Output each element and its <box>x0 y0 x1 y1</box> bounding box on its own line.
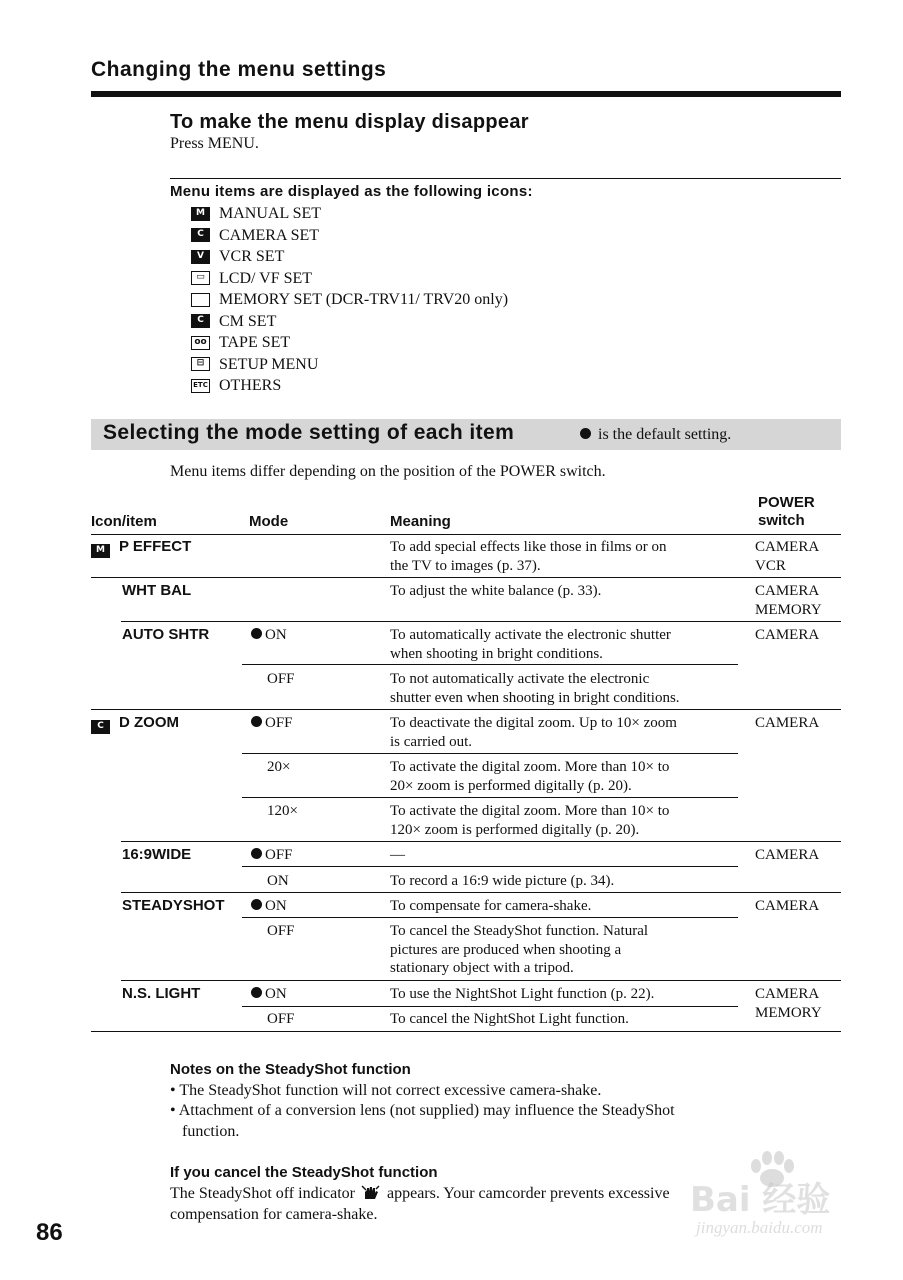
section-title: Selecting the mode setting of each item <box>103 421 515 444</box>
header-meaning: Meaning <box>390 513 451 530</box>
table-row-steadyshot-item: STEADYSHOT <box>122 897 225 914</box>
icon-label: OTHERS <box>219 377 282 394</box>
table-row-ns-light-mode1: ON <box>251 985 287 1004</box>
table-row-d-zoom-mode3: 120× <box>267 803 298 819</box>
table-rule-bottom <box>91 1031 841 1032</box>
default-dot-icon <box>580 428 591 439</box>
table-rule-header <box>91 534 841 535</box>
table-row-auto-shtr-mode2: OFF <box>267 671 295 687</box>
table-rule <box>242 866 738 867</box>
table-rule <box>121 621 841 622</box>
header-power-line2: switch <box>758 512 805 529</box>
icon-list <box>191 203 508 397</box>
table-row-wht-bal-meaning: To adjust the white balance (p. 33). <box>390 583 602 599</box>
setup-menu-icon: ⊟ <box>191 357 210 371</box>
page-title: Changing the menu settings <box>91 58 387 81</box>
icons-rule <box>170 178 841 179</box>
vcr-set-icon: V <box>191 250 210 264</box>
table-row-d-zoom-mode2: 20× <box>267 759 291 775</box>
icon-label: SETUP MENU <box>219 355 319 373</box>
icon-label: MEMORY SET (DCR-TRV11/ TRV20 only) <box>219 291 509 308</box>
table-row-p-effect-power: CAMERA VCR <box>755 539 820 574</box>
list-item <box>191 289 508 311</box>
list-item <box>191 268 508 290</box>
manual-set-icon: M <box>91 544 110 558</box>
icon-label: CM SET <box>219 312 277 330</box>
icon-label: VCR SET <box>219 248 285 265</box>
baidu-watermark <box>690 1150 850 1245</box>
table-row-p-effect-item: M P EFFECT <box>91 538 191 558</box>
table-row-wide-mode1: OFF <box>251 846 293 865</box>
default-note-text: is the default setting. <box>598 426 732 443</box>
intro-text: Menu items differ depending on the position of the POWER switch. <box>170 463 606 480</box>
icon-label: TAPE SET <box>219 334 291 351</box>
lcd-vf-set-icon: ▭ <box>191 271 210 285</box>
note-bullet-2: • Attachment of a conversion lens (not supplied) may influence the SteadyShot <box>170 1102 675 1119</box>
list-item <box>191 354 508 376</box>
page-number: 86 <box>36 1219 63 1246</box>
table-row-p-effect-meaning: To add special effects like those in films or on the TV to images (p. 37). <box>390 539 667 574</box>
cancel-heading: If you cancel the SteadyShot function <box>170 1164 438 1181</box>
icon-label: CAMERA SET <box>219 226 320 244</box>
table-row-wht-bal-power: CAMERA MEMORY <box>755 583 822 618</box>
watermark-url: jingyan.baidu.com <box>696 1218 823 1237</box>
default-dot-icon <box>251 628 262 639</box>
cm-set-icon: C <box>191 314 210 328</box>
table-row-wht-bal-item: WHT BAL <box>122 582 192 599</box>
table-row-wide-power: CAMERA <box>755 847 820 863</box>
table-row-wide-meaning2: To record a 16:9 wide picture (p. 34). <box>390 873 615 889</box>
disappear-text: Press MENU. <box>170 135 259 152</box>
table-rule <box>91 709 841 710</box>
table-row-ns-light-meaning1: To use the NightShot Light function (p. 22). <box>390 986 655 1002</box>
list-item <box>191 375 508 397</box>
list-item <box>191 311 508 333</box>
manual-set-icon: M <box>191 207 210 221</box>
table-row-wide-item: 16:9WIDE <box>122 846 192 863</box>
default-dot-icon <box>251 848 262 859</box>
table-row-ns-light-power: CAMERA MEMORY <box>755 986 822 1021</box>
table-row-auto-shtr-mode1: ON <box>251 626 287 645</box>
table-row-steadyshot-mode1: ON <box>251 897 287 916</box>
table-row-steadyshot-meaning1: To compensate for camera-shake. <box>390 898 592 914</box>
table-row-auto-shtr-item: AUTO SHTR <box>122 626 210 643</box>
others-icon: ETC <box>191 379 210 393</box>
camera-set-icon: C <box>91 720 110 734</box>
camera-set-icon: C <box>191 228 210 242</box>
table-rule <box>121 892 841 893</box>
note-bullet-1: • The SteadyShot function will not correct excessive camera-shake. <box>170 1082 602 1099</box>
default-dot-icon <box>251 716 262 727</box>
table-row-d-zoom-mode1: OFF <box>251 714 293 733</box>
list-item <box>191 246 508 268</box>
table-row-auto-shtr-meaning1: To automatically activate the electronic shutter when shooting in bright conditions. <box>390 627 671 662</box>
table-rule <box>242 664 738 665</box>
table-rule <box>242 1006 738 1007</box>
icons-heading: Menu items are displayed as the following icons: <box>170 183 533 200</box>
memory-set-icon <box>191 293 210 307</box>
table-row-d-zoom-meaning3: To activate the digital zoom. More than 10× to 120× zoom is performed digitally (p. 20). <box>390 803 670 838</box>
disappear-heading: To make the menu display disappear <box>170 111 529 133</box>
header-power-line1: POWER <box>758 494 815 511</box>
table-rule <box>121 841 841 842</box>
list-item <box>191 203 508 225</box>
title-rule <box>91 91 841 97</box>
table-rule <box>91 577 841 578</box>
table-rule <box>242 797 738 798</box>
table-row-ns-light-item: N.S. LIGHT <box>122 985 201 1002</box>
icon-label: MANUAL SET <box>219 205 322 222</box>
cancel-text-line2: compensation for camera-shake. <box>170 1206 378 1223</box>
cancel-text-line1: The SteadyShot off indicator appears. Your camcorder prevents excessive <box>170 1185 670 1202</box>
notes-heading: Notes on the SteadyShot function <box>170 1061 411 1078</box>
table-row-steadyshot-meaning2: To cancel the SteadyShot function. Natural pictures are produced when shooting a stationary object with a tripod. <box>390 923 649 976</box>
table-row-ns-light-mode2: OFF <box>267 1011 295 1027</box>
default-dot-icon <box>251 899 262 910</box>
default-dot-icon <box>251 987 262 998</box>
list-item <box>191 332 508 354</box>
table-rule <box>242 917 738 918</box>
table-row-steadyshot-mode2: OFF <box>267 923 295 939</box>
table-row-auto-shtr-meaning2: To not automatically activate the electronic shutter even when shooting in bright conditions. <box>390 671 680 706</box>
table-rule <box>121 980 841 981</box>
header-power-switch <box>758 494 815 530</box>
table-row-steadyshot-power: CAMERA <box>755 898 820 914</box>
table-row-wide-mode2: ON <box>267 873 289 889</box>
table-row-auto-shtr-power: CAMERA <box>755 627 820 643</box>
note-bullet-2-cont: function. <box>182 1123 240 1140</box>
steadyshot-off-icon <box>361 1185 381 1201</box>
table-row-wide-meaning1: — <box>390 847 405 863</box>
table-row-d-zoom-meaning1: To deactivate the digital zoom. Up to 10× zoom is carried out. <box>390 715 677 750</box>
header-mode: Mode <box>249 513 289 530</box>
header-icon-item: Icon/item <box>91 513 157 530</box>
table-row-d-zoom-power: CAMERA <box>755 715 820 731</box>
default-setting-note <box>580 426 731 444</box>
icon-label: LCD/ VF SET <box>219 269 313 287</box>
table-rule <box>242 753 738 754</box>
table-row-ns-light-meaning2: To cancel the NightShot Light function. <box>390 1011 629 1027</box>
table-row-d-zoom-meaning2: To activate the digital zoom. More than 10× to 20× zoom is performed digitally (p. 20). <box>390 759 670 794</box>
table-row-d-zoom-item: C D ZOOM <box>91 714 179 734</box>
watermark-brand: Bai 经验 <box>690 1180 831 1220</box>
tape-set-icon: oo <box>191 336 210 350</box>
list-item <box>191 225 508 247</box>
